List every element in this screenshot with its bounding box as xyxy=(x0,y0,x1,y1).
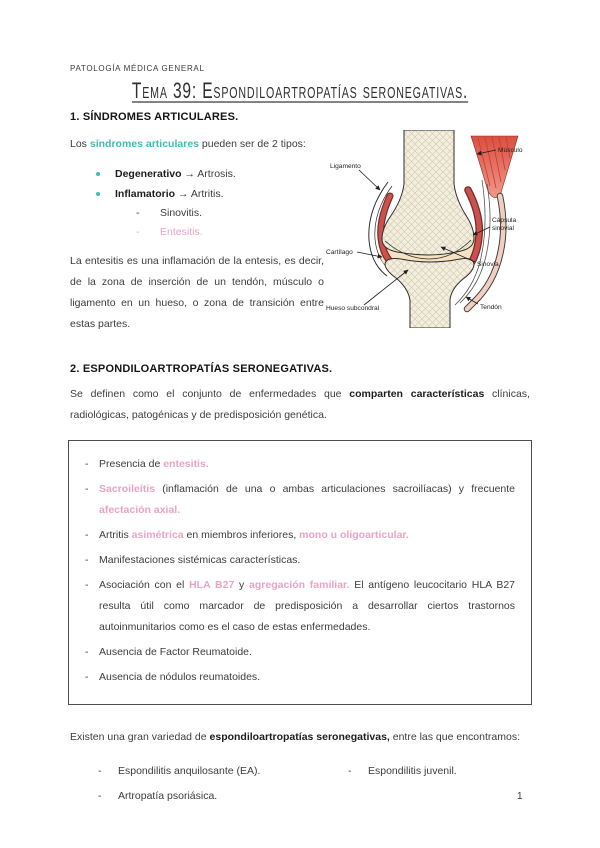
text-segment: espondiloartropatías seronegativas, xyxy=(209,731,390,743)
dash-marker: - xyxy=(348,765,352,777)
page-title: Tema 39: Espondiloartropatías seronegativas. xyxy=(131,79,469,104)
box-item-text xyxy=(99,575,515,638)
box-item-sacroileitis xyxy=(81,479,515,521)
section1-heading: 1. SÍNDROMES ARTICULARES. xyxy=(70,111,239,123)
list-item-inflamatorio xyxy=(70,184,324,204)
title-wrap xyxy=(70,79,530,104)
entesitis-paragraph: La entesitis es una inflamación de la entesis, es decir, de la zona de inserción de un tendón, músculo o ligamento en un hueso, o zona de transición entre estas partes. xyxy=(70,255,324,330)
box-item-nodulos xyxy=(81,667,515,688)
disease-item xyxy=(70,786,325,806)
text-segment: El antígeno leucocitario HLA B27 resulta útil como marcador de predisposición a desarrollar ciertos trastornos autoinmunitarios como es el caso de estas enfermedades. xyxy=(99,579,516,633)
box-item-artritis xyxy=(81,525,515,546)
box-item-entesitis xyxy=(81,454,515,475)
dash-marker: - xyxy=(85,671,89,683)
dash-marker: - xyxy=(85,579,89,591)
lower-bone xyxy=(385,259,474,328)
text-segment: Sacroileítis xyxy=(99,483,156,495)
sub-item-entesitis xyxy=(70,223,324,242)
text-segment: Ausencia de Factor Reumatoide. xyxy=(99,646,252,658)
text-segment: síndromes articulares xyxy=(89,138,199,150)
sub-item-label: Entesitis. xyxy=(160,226,203,238)
disease-column-left xyxy=(70,761,325,811)
box-item-text xyxy=(99,642,515,663)
text-segment: entre las que encontramos: xyxy=(389,731,520,743)
text-segment: afectación axial. xyxy=(99,504,181,516)
text-segment: agregación familiar. xyxy=(249,579,350,591)
syndrome-type-list xyxy=(70,164,324,242)
box-item-text xyxy=(99,479,515,521)
text-segment: entesitis. xyxy=(163,458,209,470)
box-item-text xyxy=(99,550,515,571)
upper-bone xyxy=(382,130,474,259)
disease-item xyxy=(325,761,530,781)
text-segment: y xyxy=(234,579,250,591)
label-capsule-2: sinovial xyxy=(492,225,514,232)
dash-marker: - xyxy=(136,207,140,219)
dash-marker: - xyxy=(85,483,89,495)
dash-marker: - xyxy=(85,458,89,470)
label-muscle: Músculo xyxy=(498,147,523,154)
sub-item-sinovitis xyxy=(70,204,324,223)
text-segment: (inflamación de una o ambas articulaciones sacroilíacas) y frecuente xyxy=(155,483,515,495)
text-segment: Artritis xyxy=(99,529,132,541)
text-segment: asimétrica xyxy=(131,529,184,541)
section1-text-column xyxy=(70,134,324,337)
box-item-text xyxy=(99,667,515,688)
dash-marker: - xyxy=(85,529,89,541)
dash-marker: - xyxy=(98,790,102,802)
muscle-shape xyxy=(471,136,518,198)
label-subchondral: Hueso subcondral xyxy=(326,305,380,312)
section2-intro xyxy=(70,384,530,426)
disease-list xyxy=(70,761,530,811)
box-item-hla-b27 xyxy=(81,575,515,638)
text-segment: Inflamatorio xyxy=(115,188,176,200)
course-header: PATOLOGÍA MÉDICA GENERAL xyxy=(70,64,205,73)
box-item-manifestaciones xyxy=(81,550,515,571)
list-item-degenerativo xyxy=(70,164,324,184)
text-segment: → Artrosis. xyxy=(181,168,236,180)
dash-marker: - xyxy=(136,226,140,238)
disease-column-right xyxy=(325,761,530,811)
joint-figure-svg xyxy=(324,130,530,328)
box-item-text xyxy=(99,525,515,546)
box-item-text xyxy=(99,454,515,475)
label-cartilage: Cartílago xyxy=(326,249,353,256)
text-segment: clínicas, radiológicas, patogénicas y de predisposición genética. xyxy=(70,388,530,421)
text-segment: Asociación con el xyxy=(99,579,190,591)
section2-heading: 2. ESPONDILOARTROPATÍAS SERONEGATIVAS. xyxy=(70,363,333,375)
characteristics-box xyxy=(68,440,532,705)
disease-label: Artropatía psoriásica. xyxy=(118,790,218,802)
page-number: 1 xyxy=(517,791,523,802)
text-segment: pueden ser de 2 tipos: xyxy=(199,138,306,150)
label-tendon: Tendón xyxy=(480,304,502,311)
label-ligament: Ligamento xyxy=(330,163,361,170)
label-capsule-1: Cápsula xyxy=(492,217,517,224)
box-item-factor-reumatoide xyxy=(81,642,515,663)
label-synovium: Sinovia xyxy=(477,261,499,268)
sub-item-label: Sinovitis. xyxy=(160,207,203,219)
text-segment: Degenerativo xyxy=(115,168,182,180)
text-segment: Los xyxy=(70,138,90,150)
text-segment: Existen una gran variedad de xyxy=(70,731,210,743)
section1-content xyxy=(70,134,530,337)
section1-intro xyxy=(70,134,324,155)
dash-marker: - xyxy=(85,646,89,658)
text-segment: HLA B27 xyxy=(189,579,235,591)
disease-label: Espondilitis anquilosante (EA). xyxy=(118,765,261,777)
text-segment: mono u oligoarticular. xyxy=(299,529,409,541)
arthritis-sub-list xyxy=(70,204,324,242)
dash-marker: - xyxy=(98,765,102,777)
disease-label: Espondilitis juvenil. xyxy=(368,765,457,777)
disease-item xyxy=(70,761,325,781)
joint-figure xyxy=(324,130,530,333)
text-segment: Manifestaciones sistémicas características. xyxy=(99,554,301,566)
text-segment: Presencia de xyxy=(99,458,164,470)
text-segment: comparten características xyxy=(349,388,485,400)
section2-outro xyxy=(70,727,530,748)
text-segment: Ausencia de nódulos reumatoides. xyxy=(99,671,261,683)
text-segment: en miembros inferiores, xyxy=(183,529,300,541)
text-segment: Se definen como el conjunto de enfermedades que xyxy=(70,388,350,400)
dash-marker: - xyxy=(85,554,89,566)
text-segment: → Artritis. xyxy=(175,188,224,200)
